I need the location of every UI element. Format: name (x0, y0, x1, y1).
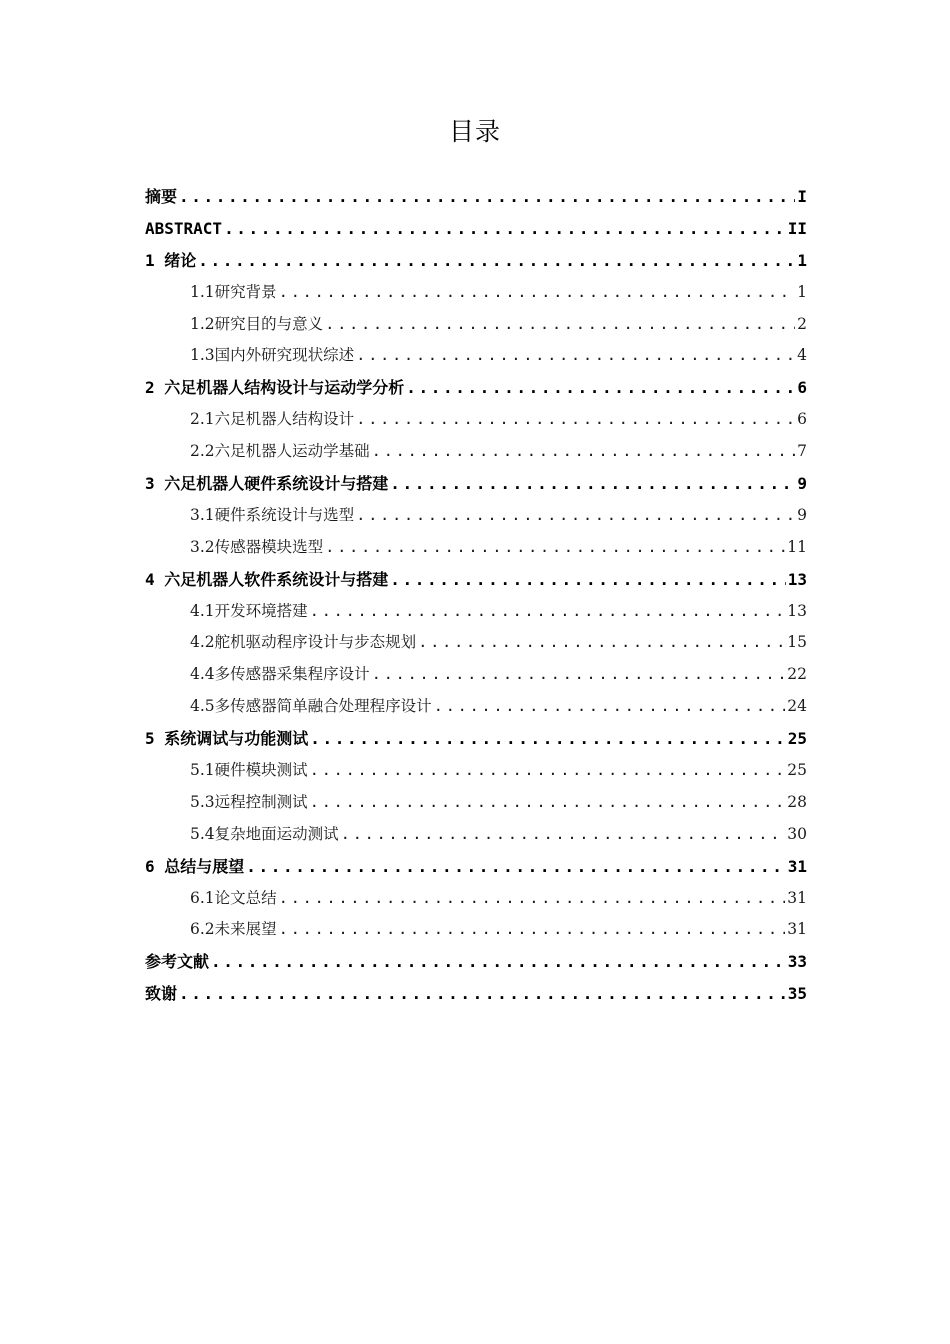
toc-page-number: 7 (797, 442, 807, 461)
toc-entry-label: 6 总结与展望 (145, 856, 245, 876)
toc-section-entry[interactable] (145, 500, 807, 532)
toc-dot-leader (390, 468, 795, 500)
toc-dot-leader (179, 181, 795, 213)
toc-dot-leader (279, 914, 786, 946)
toc-dot-leader (224, 213, 786, 245)
toc-entry-label: 6.2未来展望 (190, 920, 277, 939)
toc-entry-label: 1.3国内外研究现状综述 (190, 346, 355, 365)
toc-page-number: 33 (787, 952, 807, 972)
table-of-contents (145, 181, 807, 1010)
toc-dot-leader (434, 691, 786, 723)
toc-entry-label: 3.2传感器模块选型 (190, 537, 324, 556)
toc-entry-label: 3 六足机器人硬件系统设计与搭建 (145, 474, 389, 494)
toc-page-number: 4 (797, 346, 807, 365)
toc-section-entry[interactable] (145, 340, 807, 372)
toc-section-entry[interactable] (145, 596, 807, 628)
toc-section-entry[interactable] (145, 787, 807, 819)
toc-page-number: 31 (787, 856, 807, 876)
toc-entry-label: 5.3远程控制测试 (190, 792, 308, 811)
toc-entry-label: 4.5多传感器简单融合处理程序设计 (190, 697, 432, 716)
toc-dot-leader (246, 851, 785, 883)
toc-page-number: 15 (787, 633, 807, 652)
toc-dot-leader (325, 532, 785, 564)
toc-dot-leader (356, 340, 795, 372)
toc-dot-leader (390, 564, 785, 596)
toc-page-number: 24 (787, 697, 807, 716)
toc-section-entry[interactable] (145, 691, 807, 723)
toc-chapter-entry[interactable] (145, 372, 807, 404)
toc-entry-label: 1 绪论 (145, 250, 197, 270)
toc-entry-label: ABSTRACT (145, 218, 223, 238)
toc-dot-leader (372, 436, 795, 468)
toc-chapter-entry[interactable] (145, 213, 807, 245)
toc-section-entry[interactable] (145, 532, 807, 564)
toc-page-number: I (797, 187, 807, 206)
toc-page-number: 22 (787, 665, 807, 684)
toc-section-entry[interactable] (145, 436, 807, 468)
toc-page-number: 13 (787, 601, 807, 620)
toc-entry-label: 4.2舵机驱动程序设计与步态规划 (190, 633, 417, 652)
toc-page-number: 25 (787, 761, 807, 780)
toc-entry-label: 致谢 (145, 984, 178, 1004)
toc-chapter-entry[interactable] (145, 564, 807, 596)
toc-entry-label: 4.4多传感器采集程序设计 (190, 665, 370, 684)
toc-page-number: 30 (787, 824, 807, 843)
toc-dot-leader (372, 659, 786, 691)
toc-dot-leader (310, 723, 785, 755)
toc-entry-label: 5 系统调试与功能测试 (145, 729, 309, 749)
toc-page-number: 9 (797, 505, 807, 524)
toc-dot-leader (341, 819, 786, 851)
toc-section-entry[interactable] (145, 819, 807, 851)
toc-section-entry[interactable] (145, 883, 807, 915)
toc-section-entry[interactable] (145, 309, 807, 341)
toc-page-number: 31 (787, 920, 807, 939)
toc-page-number: 13 (787, 569, 807, 589)
toc-dot-leader (418, 627, 785, 659)
toc-chapter-entry[interactable] (145, 946, 807, 978)
toc-dot-leader (279, 883, 786, 915)
toc-dot-leader (198, 245, 795, 277)
toc-page-number: 6 (797, 410, 807, 429)
toc-entry-label: 5.1硬件模块测试 (190, 761, 308, 780)
toc-dot-leader (211, 946, 786, 978)
toc-page-number: 1 (797, 250, 807, 270)
toc-entry-label: 6.1论文总结 (190, 888, 277, 907)
toc-entry-label: 5.4复杂地面运动测试 (190, 824, 339, 843)
toc-dot-leader (356, 404, 795, 436)
toc-chapter-entry[interactable] (145, 245, 807, 277)
toc-section-entry[interactable] (145, 755, 807, 787)
toc-section-entry[interactable] (145, 914, 807, 946)
toc-page-number: 28 (787, 792, 807, 811)
toc-entry-label: 1.2研究目的与意义 (190, 314, 324, 333)
toc-page-number: 2 (797, 314, 807, 333)
toc-section-entry[interactable] (145, 659, 807, 691)
toc-page-number: 1 (797, 282, 807, 301)
toc-entry-label: 2 六足机器人结构设计与运动学分析 (145, 378, 405, 398)
toc-section-entry[interactable] (145, 627, 807, 659)
toc-dot-leader (310, 755, 786, 787)
toc-section-entry[interactable] (145, 277, 807, 309)
toc-page-number: 6 (797, 378, 807, 398)
toc-entry-label: 2.2六足机器人运动学基础 (190, 442, 370, 461)
toc-chapter-entry[interactable] (145, 978, 807, 1010)
toc-chapter-entry[interactable] (145, 468, 807, 500)
toc-section-entry[interactable] (145, 404, 807, 436)
toc-entry-label: 2.1六足机器人结构设计 (190, 410, 355, 429)
toc-dot-leader (406, 372, 795, 404)
toc-entry-label: 1.1研究背景 (190, 282, 277, 301)
toc-dot-leader (310, 787, 786, 819)
toc-entry-label: 摘要 (145, 187, 178, 206)
toc-entry-label: 参考文献 (145, 952, 210, 972)
toc-page-number: 25 (787, 729, 807, 749)
toc-page-number: 31 (787, 888, 807, 907)
toc-chapter-entry[interactable] (145, 181, 807, 213)
toc-dot-leader (325, 309, 795, 341)
toc-chapter-entry[interactable] (145, 723, 807, 755)
toc-dot-leader (310, 596, 786, 628)
toc-entry-label: 4.1开发环境搭建 (190, 601, 308, 620)
page-title: 目录 (448, 117, 501, 146)
toc-page-number: 35 (787, 984, 807, 1004)
toc-dot-leader (356, 500, 795, 532)
toc-entry-label: 3.1硬件系统设计与选型 (190, 505, 355, 524)
toc-chapter-entry[interactable] (145, 851, 807, 883)
toc-dot-leader (279, 277, 795, 309)
toc-entry-label: 4 六足机器人软件系统设计与搭建 (145, 569, 389, 589)
toc-page-number: 9 (797, 474, 807, 494)
toc-dot-leader (179, 978, 786, 1010)
toc-page-number: 11 (787, 537, 807, 556)
toc-page-number: II (787, 218, 807, 238)
